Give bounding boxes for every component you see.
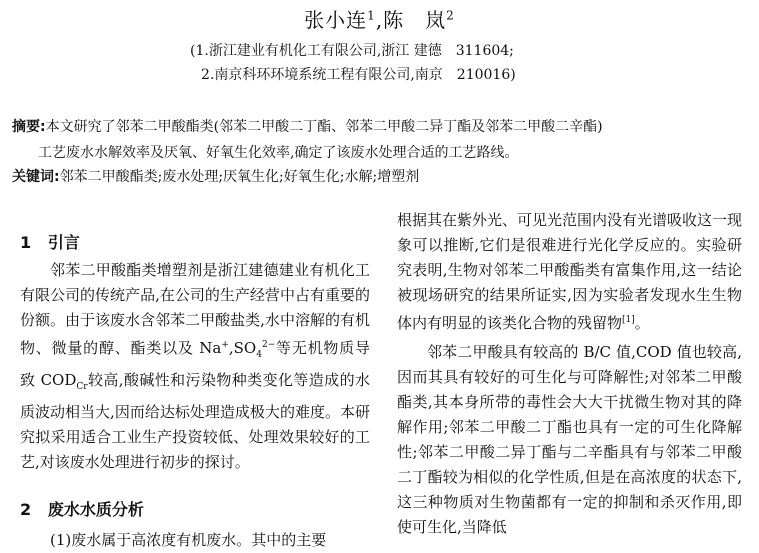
abstract-line-1: 本文研究了邻苯二甲酸酯类(邻苯二甲酸二丁酯、邻苯二甲酸二异丁酯及邻苯二甲酸二辛酯) xyxy=(45,119,603,135)
na-ion: Na xyxy=(199,339,222,357)
section-2-title: 废水水质分析 xyxy=(47,500,144,519)
section-1-text-a: 邻苯二甲酸酯类增塑剂是浙江建德建业有机化工有限公司的传统产品,在公司的生产经营中占有重要的份额。由于该废水含邻苯二甲酸盐类,水中溶解的有机物、微量的醇、酯类以及 xyxy=(20,261,370,357)
section-1-heading xyxy=(20,230,80,253)
authors-line xyxy=(0,4,759,33)
section-1-paragraph xyxy=(20,258,370,475)
so4-subscript: 4 xyxy=(256,350,262,360)
right-para-1-end: 。 xyxy=(634,314,650,332)
author-2-affil: 2 xyxy=(446,8,455,23)
right-column xyxy=(397,208,742,540)
section-2-paragraph xyxy=(20,528,370,553)
abstract-label: 摘要: xyxy=(12,119,46,135)
author-1-affil: 1 xyxy=(367,8,376,23)
section-1-number: 1 xyxy=(20,233,32,252)
so4-charge: 2− xyxy=(261,340,276,350)
affiliation-2: 2.南京科环环境系统工程有限公司,南京 210016) xyxy=(201,67,516,83)
ions-rest: 等无机物质导致 COD xyxy=(20,339,370,389)
right-paragraph-2: 邻苯二甲酸具有较高的 B/C 值,COD 值也较高,因而其具有较好的可生化与可降解性;对邻苯二甲酸酯类,其本身所带的毒性会大大干扰微生物对其的降解作用;邻苯二甲酸二丁酯也具有一定的可生化降解性;邻苯二甲酸二异丁酯与二辛酯具有与邻苯二甲酸二丁酯较为相似的化学性质,但是在高浓度的状态下,这三种物质对生物菌都有一定的抑制和杀灭作用,即使可生化,当降低 xyxy=(397,343,742,536)
abstract xyxy=(12,114,752,140)
section-2-text: (1)废水属于高浓度有机废水。其中的主要 xyxy=(50,531,327,549)
affiliation-1: (1.浙江建业有机化工有限公司,浙江 建德 311604; xyxy=(190,43,514,59)
cod-subscript: Cr xyxy=(76,382,88,392)
author-separator: , xyxy=(375,8,384,32)
right-paragraph-1 xyxy=(397,208,742,336)
author-2: 陈 岚 xyxy=(383,8,447,32)
section-2-number: 2 xyxy=(20,500,32,519)
abstract-line-2: 工艺废水水解效率及厌氧、好氧生化效率,确定了该废水处理合适的工艺路线。 xyxy=(38,145,519,161)
left-column xyxy=(20,258,370,475)
na-charge: + xyxy=(221,340,229,350)
section-2-heading xyxy=(20,497,144,520)
author-1: 张小连 xyxy=(304,8,368,32)
section-1-text-b: 较高,酸碱性和污染物种类变化等造成的水质波动相当大,因而给达标处理造成极大的难度。本研究拟采用适合工业生产投资较低、处理效果较好的工艺,对该废水处理进行初步的探讨。 xyxy=(20,371,370,471)
keywords-label: 关键词: xyxy=(12,169,60,185)
keywords-text: 邻苯二甲酸酯类;废水处理;厌氧生化;好氧生化;水解;增塑剂 xyxy=(59,169,420,185)
section-1-title: 引言 xyxy=(47,233,80,252)
keywords xyxy=(12,164,752,190)
so4-prefix: ,SO xyxy=(228,339,257,357)
right-para-1-text: 根据其在紫外光、可见光范围内没有光谱吸收这一现象可以推断,它们是很难进行光化学反应的。实验研究表明,生物对邻苯二甲酸酯类有富集作用,这一结论被现场研究的结果所证实,因为实验者发现水生生物体内有明显的该类化合物的残留物 xyxy=(397,211,743,332)
citation-ref: [1] xyxy=(622,315,635,325)
